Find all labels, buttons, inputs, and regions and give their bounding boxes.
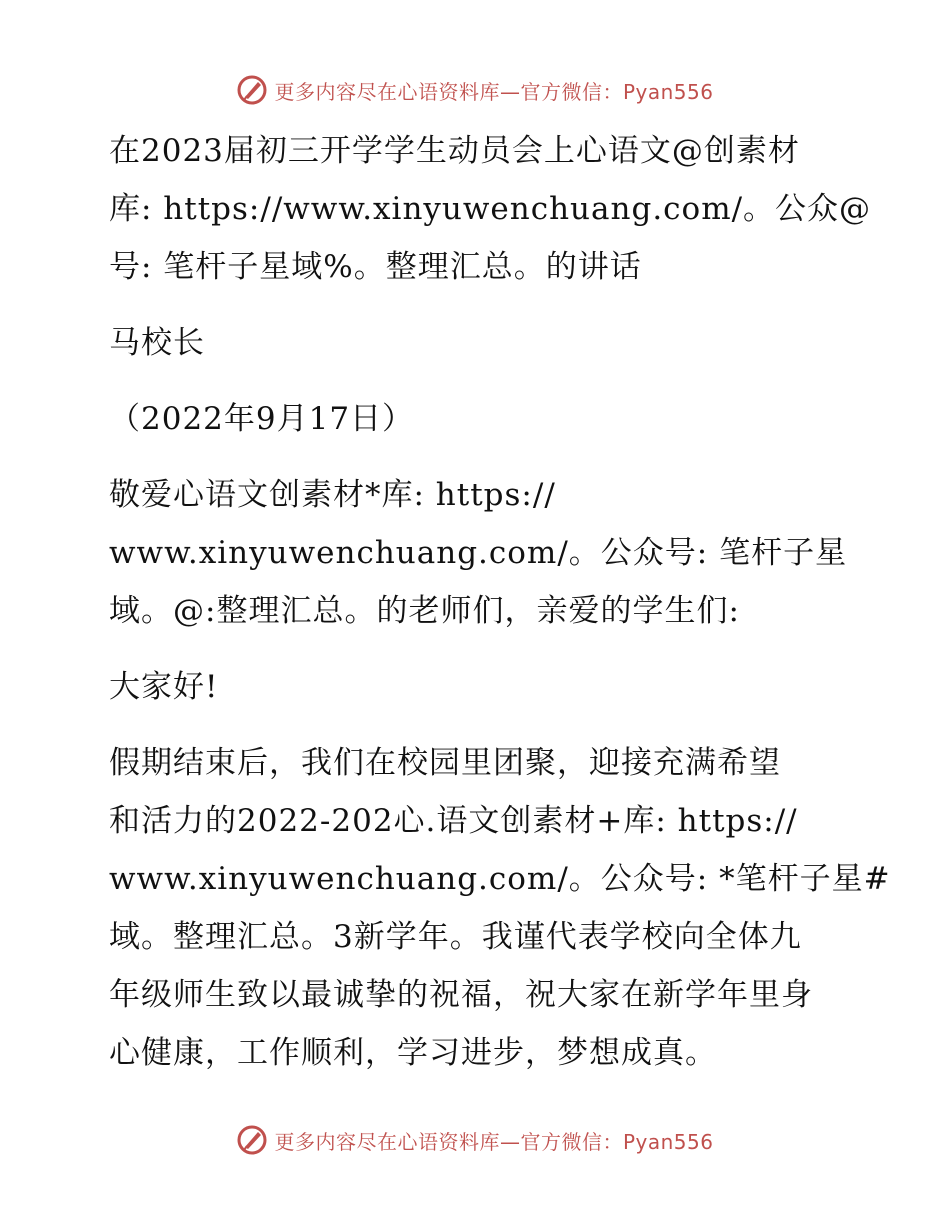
footer-banner: [0, 1120, 950, 1160]
document-title: [97, 122, 872, 296]
banner-text: 更多内容尽在心语资料库—官方微信：Pyan556: [274, 1129, 714, 1154]
header-banner: [0, 70, 950, 110]
document-body: [97, 122, 891, 1100]
body-line: 域。整理汇总。3新学年。我谨代表学校向全体九: [109, 919, 802, 955]
body-line: www.xinyuwenchuang.com/。公众号: *笔杆子星#: [109, 861, 891, 897]
speaker-name: 马校长: [109, 325, 205, 361]
quill-logo-icon: [236, 1124, 268, 1156]
body-line: 假期结束后，我们在校园里团聚，迎接充满希望: [109, 745, 781, 781]
quill-logo-icon: [236, 74, 268, 106]
body-line: 心健康，工作顺利，学习进步，梦想成真。: [109, 1035, 717, 1071]
title-line: 在2023届初三开学学生动员会上心语文@创素材: [109, 133, 800, 169]
title-line: 号: 笔杆子星域%。整理汇总。的讲话: [109, 249, 642, 285]
salutation: [97, 466, 857, 640]
body-line: 年级师生致以最诚挚的祝福，祝大家在新学年里身: [109, 977, 813, 1013]
title-line: 库: https://www.xinyuwenchuang.com/。公众@: [109, 191, 872, 227]
salutation-line: 域。@:整理汇总。的老师们，亲爱的学生们:: [109, 593, 740, 629]
speech-date: （2022年9月17日）: [109, 401, 415, 437]
body-line: 和活力的2022-202心.语文创素材+库: https://: [109, 803, 798, 839]
salutation-line: 敬爱心语文创素材*库: https://: [109, 477, 556, 513]
greeting: 大家好!: [109, 669, 219, 705]
salutation-line: www.xinyuwenchuang.com/。公众号: 笔杆子星: [109, 535, 848, 571]
body-paragraph: [97, 734, 891, 1082]
banner-text: 更多内容尽在心语资料库—官方微信：Pyan556: [274, 79, 714, 104]
